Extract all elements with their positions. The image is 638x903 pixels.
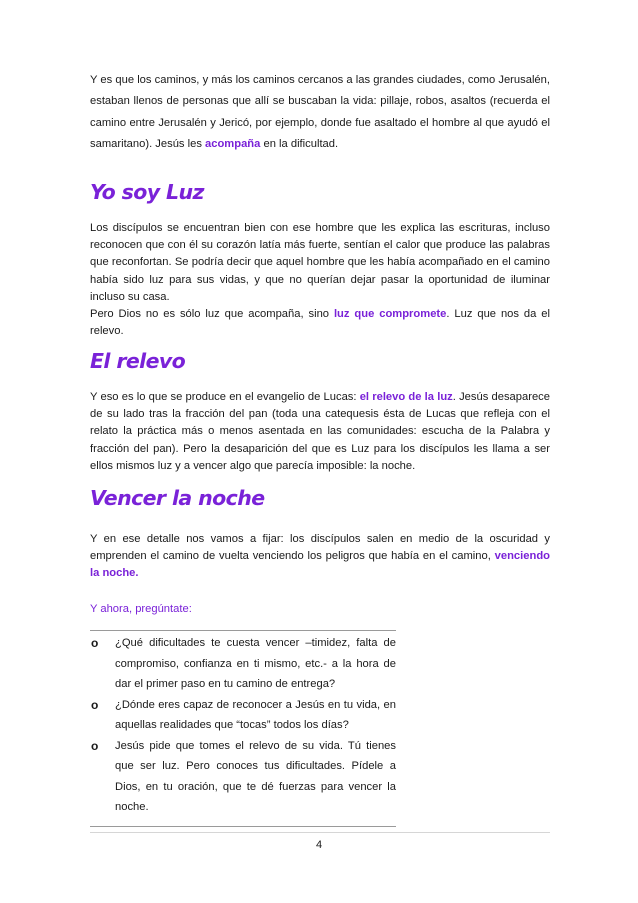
question-item [90, 633, 396, 695]
heading-vencer-la-noche: Vencer la noche [90, 486, 265, 510]
section2-text-end: . Jesús desaparece de su lado tras la fracción del pan (toda una catequesis ésta de Lucas que refleja con el relato la práctica más o menos asentada en las comunidades: escucha de la Palabra y fracción del pan). Pero la desaparición del que es Luz para los discípulos les llama a ser ellos mismos luz y a vencer algo que parecía imposible: la noche. [90, 391, 550, 472]
question-text: ¿Dónde eres capaz de reconocer a Jesús en tu vida, en aquellas realidades que “tocas” todos los días? [115, 698, 396, 731]
section1-paragraph: Los discípulos se encuentran bien con ese hombre que les explica las escrituras, incluso reconocen que con él su corazón latía más fuerte, sentían el calor que produce las palabras que reconfortan. Se podría decir que aquel hombre que les había acompañado en el camino había sido luz para sus vidas, y que no querían dejar pasar la oportunidad de iluminar incluso su casa. [90, 222, 550, 303]
section3-text: Y en ese detalle nos vamos a fijar: los discípulos salen en medio de la oscuridad y emprenden el camino de vuelta venciendo los peligros que había en el camino, [90, 533, 550, 563]
section-el-relevo [90, 389, 550, 475]
intro-highlight: acompaña [205, 137, 261, 150]
section1-paragraph-2 [90, 306, 550, 340]
questions-intro: Y ahora, pregúntate: [90, 603, 192, 615]
section2-paragraph [90, 389, 550, 475]
section2-highlight: el relevo de la luz [359, 391, 453, 403]
section-vencer-la-noche [90, 531, 550, 583]
page-number: 4 [315, 839, 323, 851]
footer-divider [90, 832, 550, 833]
question-text: Jesús pide que tomes el relevo de su vida. Tú tienes que ser luz. Pero conoces tus dificultades. Pídele a Dios, en tu oración, que te dé fuerzas para vencer la noche. [115, 739, 396, 813]
intro-paragraph [90, 70, 550, 155]
heading-yo-soy-luz: Yo soy Luz [90, 180, 204, 204]
section-yo-soy-luz [90, 220, 550, 340]
heading-el-relevo: El relevo [90, 349, 186, 373]
section1-highlight: luz que compromete [333, 308, 447, 321]
circle-bullet-icon: o [91, 738, 99, 753]
circle-bullet-icon: o [91, 636, 99, 650]
questions-box [90, 630, 396, 827]
section1-text-end: . Luz que nos da el relevo. [90, 308, 550, 338]
section3-highlight: venciendo la noche. [90, 550, 550, 580]
section2-text: Y eso es lo que se produce en el evangelio de Lucas: [90, 391, 360, 403]
question-item [90, 695, 396, 736]
section1-text: Pero Dios no es sólo luz que acompaña, sino [90, 308, 334, 321]
circle-bullet-icon: o [91, 697, 99, 712]
intro-text: Y es que los caminos, y más los caminos cercanos a las grandes ciudades, como Jerusalén, estaban llenos de personas que allí se buscaban la vida: pillaje, robos, asaltos (recuerda el camino entre Jerusalén y Jericó, por ejemplo, donde fue asaltado el hombre al que ayudó el samaritano). Jesús les [90, 74, 550, 150]
question-text: ¿Qué dificultades te cuesta vencer –timidez, falta de compromiso, confianza en ti mismo, etc.- a la hora de dar el primer paso en tu camino de entrega? [115, 637, 396, 690]
section3-paragraph [90, 531, 550, 583]
intro-text-end: en la dificultad. [260, 137, 339, 150]
question-item [90, 736, 396, 818]
